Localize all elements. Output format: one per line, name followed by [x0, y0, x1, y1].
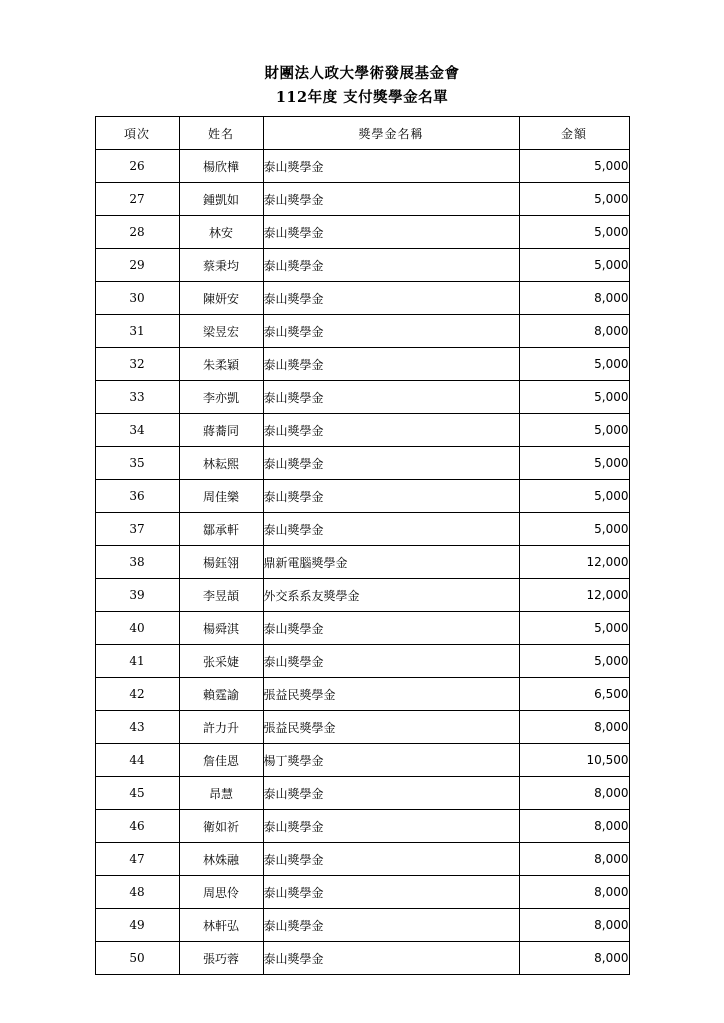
- cell-amount: 5,000: [519, 348, 629, 381]
- cell-amount: 8,000: [519, 711, 629, 744]
- scholarship-table: [95, 116, 630, 975]
- cell-amount: 5,000: [519, 249, 629, 282]
- document-title: 財團法人政大學術發展基金會: [264, 65, 460, 82]
- cell-index: 39: [95, 579, 179, 612]
- cell-amount: 5,000: [519, 414, 629, 447]
- cell-scholarship: 泰山獎學金: [263, 282, 519, 315]
- cell-name: 陳妍安: [179, 282, 263, 315]
- cell-name: 詹佳恩: [179, 744, 263, 777]
- cell-scholarship: 泰山獎學金: [263, 216, 519, 249]
- table-row: [95, 414, 629, 447]
- cell-index: 29: [95, 249, 179, 282]
- cell-name: 李亦凱: [179, 381, 263, 414]
- cell-name: 鍾凱如: [179, 183, 263, 216]
- cell-name: 梁昱宏: [179, 315, 263, 348]
- cell-amount: 12,000: [519, 579, 629, 612]
- cell-name: 楊欣樺: [179, 150, 263, 183]
- cell-scholarship: 泰山獎學金: [263, 414, 519, 447]
- table-row: [95, 909, 629, 942]
- cell-amount: 6,500: [519, 678, 629, 711]
- cell-amount: 5,000: [519, 612, 629, 645]
- cell-scholarship: 張益民獎學金: [263, 711, 519, 744]
- cell-scholarship: 泰山獎學金: [263, 480, 519, 513]
- cell-amount: 5,000: [519, 447, 629, 480]
- cell-scholarship: 泰山獎學金: [263, 249, 519, 282]
- table-row: [95, 744, 629, 777]
- table-row: [95, 810, 629, 843]
- cell-index: 42: [95, 678, 179, 711]
- table-row: [95, 447, 629, 480]
- cell-amount: 5,000: [519, 480, 629, 513]
- table-row: [95, 249, 629, 282]
- cell-amount: 8,000: [519, 810, 629, 843]
- cell-amount: 10,500: [519, 744, 629, 777]
- cell-name: 李昱頡: [179, 579, 263, 612]
- cell-scholarship: 外交系系友獎學金: [263, 579, 519, 612]
- cell-index: 50: [95, 942, 179, 975]
- table-row: [95, 711, 629, 744]
- cell-index: 34: [95, 414, 179, 447]
- table-row: [95, 183, 629, 216]
- table-body: [95, 150, 629, 975]
- table-row: [95, 348, 629, 381]
- cell-name: 周佳樂: [179, 480, 263, 513]
- table-row: [95, 381, 629, 414]
- cell-amount: 8,000: [519, 909, 629, 942]
- cell-amount: 5,000: [519, 513, 629, 546]
- column-header-scholarship: 獎學金名稱: [263, 117, 519, 150]
- table-header: [95, 117, 629, 150]
- table-row: [95, 282, 629, 315]
- cell-scholarship: 泰山獎學金: [263, 348, 519, 381]
- table-row: [95, 546, 629, 579]
- table-header-row: [95, 117, 629, 150]
- table-row: [95, 480, 629, 513]
- column-header-name: 姓名: [179, 117, 263, 150]
- cell-name: 許力升: [179, 711, 263, 744]
- cell-scholarship: 泰山獎學金: [263, 447, 519, 480]
- cell-index: 36: [95, 480, 179, 513]
- table-row: [95, 579, 629, 612]
- cell-scholarship: 泰山獎學金: [263, 810, 519, 843]
- table-row: [95, 876, 629, 909]
- cell-index: 33: [95, 381, 179, 414]
- cell-index: 28: [95, 216, 179, 249]
- cell-index: 35: [95, 447, 179, 480]
- cell-scholarship: 張益民獎學金: [263, 678, 519, 711]
- cell-index: 40: [95, 612, 179, 645]
- cell-amount: 8,000: [519, 315, 629, 348]
- cell-index: 30: [95, 282, 179, 315]
- cell-name: 楊鈺翎: [179, 546, 263, 579]
- document-subtitle: 112年度 支付獎學金名單: [275, 89, 449, 106]
- table-row: [95, 942, 629, 975]
- cell-scholarship: 泰山獎學金: [263, 777, 519, 810]
- cell-name: 蔣蕎同: [179, 414, 263, 447]
- cell-amount: 8,000: [519, 876, 629, 909]
- cell-index: 46: [95, 810, 179, 843]
- cell-name: 昂慧: [179, 777, 263, 810]
- column-header-amount: 金額: [519, 117, 629, 150]
- cell-scholarship: 泰山獎學金: [263, 183, 519, 216]
- cell-name: 蔡秉均: [179, 249, 263, 282]
- cell-index: 37: [95, 513, 179, 546]
- cell-scholarship: 泰山獎學金: [263, 513, 519, 546]
- table-row: [95, 612, 629, 645]
- cell-scholarship: 泰山獎學金: [263, 909, 519, 942]
- cell-index: 32: [95, 348, 179, 381]
- cell-name: 林耘熙: [179, 447, 263, 480]
- table-row: [95, 645, 629, 678]
- table-row: [95, 216, 629, 249]
- cell-index: 41: [95, 645, 179, 678]
- table-row: [95, 315, 629, 348]
- cell-index: 27: [95, 183, 179, 216]
- cell-name: 林安: [179, 216, 263, 249]
- table-row: [95, 150, 629, 183]
- cell-index: 47: [95, 843, 179, 876]
- cell-amount: 5,000: [519, 216, 629, 249]
- cell-scholarship: 泰山獎學金: [263, 612, 519, 645]
- cell-scholarship: 鼎新電腦獎學金: [263, 546, 519, 579]
- cell-name: 賴霆諭: [179, 678, 263, 711]
- cell-amount: 5,000: [519, 381, 629, 414]
- cell-name: 林姝融: [179, 843, 263, 876]
- cell-amount: 8,000: [519, 942, 629, 975]
- cell-index: 48: [95, 876, 179, 909]
- cell-name: 張巧蓉: [179, 942, 263, 975]
- cell-index: 26: [95, 150, 179, 183]
- cell-amount: 8,000: [519, 777, 629, 810]
- cell-name: 朱柔穎: [179, 348, 263, 381]
- cell-name: 鄒承軒: [179, 513, 263, 546]
- cell-amount: 5,000: [519, 150, 629, 183]
- cell-index: 45: [95, 777, 179, 810]
- table-row: [95, 777, 629, 810]
- cell-name: 周思伶: [179, 876, 263, 909]
- column-header-index: 項次: [95, 117, 179, 150]
- table-row: [95, 513, 629, 546]
- table-row: [95, 678, 629, 711]
- cell-amount: 8,000: [519, 843, 629, 876]
- cell-scholarship: 泰山獎學金: [263, 381, 519, 414]
- cell-index: 43: [95, 711, 179, 744]
- cell-amount: 5,000: [519, 645, 629, 678]
- cell-scholarship: 泰山獎學金: [263, 150, 519, 183]
- cell-scholarship: 楊丁獎學金: [263, 744, 519, 777]
- cell-name: 张采婕: [179, 645, 263, 678]
- cell-index: 44: [95, 744, 179, 777]
- table-row: [95, 843, 629, 876]
- cell-name: 林軒弘: [179, 909, 263, 942]
- cell-name: 衛如祈: [179, 810, 263, 843]
- cell-amount: 8,000: [519, 282, 629, 315]
- cell-index: 38: [95, 546, 179, 579]
- cell-amount: 5,000: [519, 183, 629, 216]
- cell-scholarship: 泰山獎學金: [263, 876, 519, 909]
- cell-scholarship: 泰山獎學金: [263, 942, 519, 975]
- cell-scholarship: 泰山獎學金: [263, 645, 519, 678]
- cell-scholarship: 泰山獎學金: [263, 315, 519, 348]
- cell-amount: 12,000: [519, 546, 629, 579]
- cell-index: 31: [95, 315, 179, 348]
- cell-scholarship: 泰山獎學金: [263, 843, 519, 876]
- cell-name: 楊舜淇: [179, 612, 263, 645]
- cell-index: 49: [95, 909, 179, 942]
